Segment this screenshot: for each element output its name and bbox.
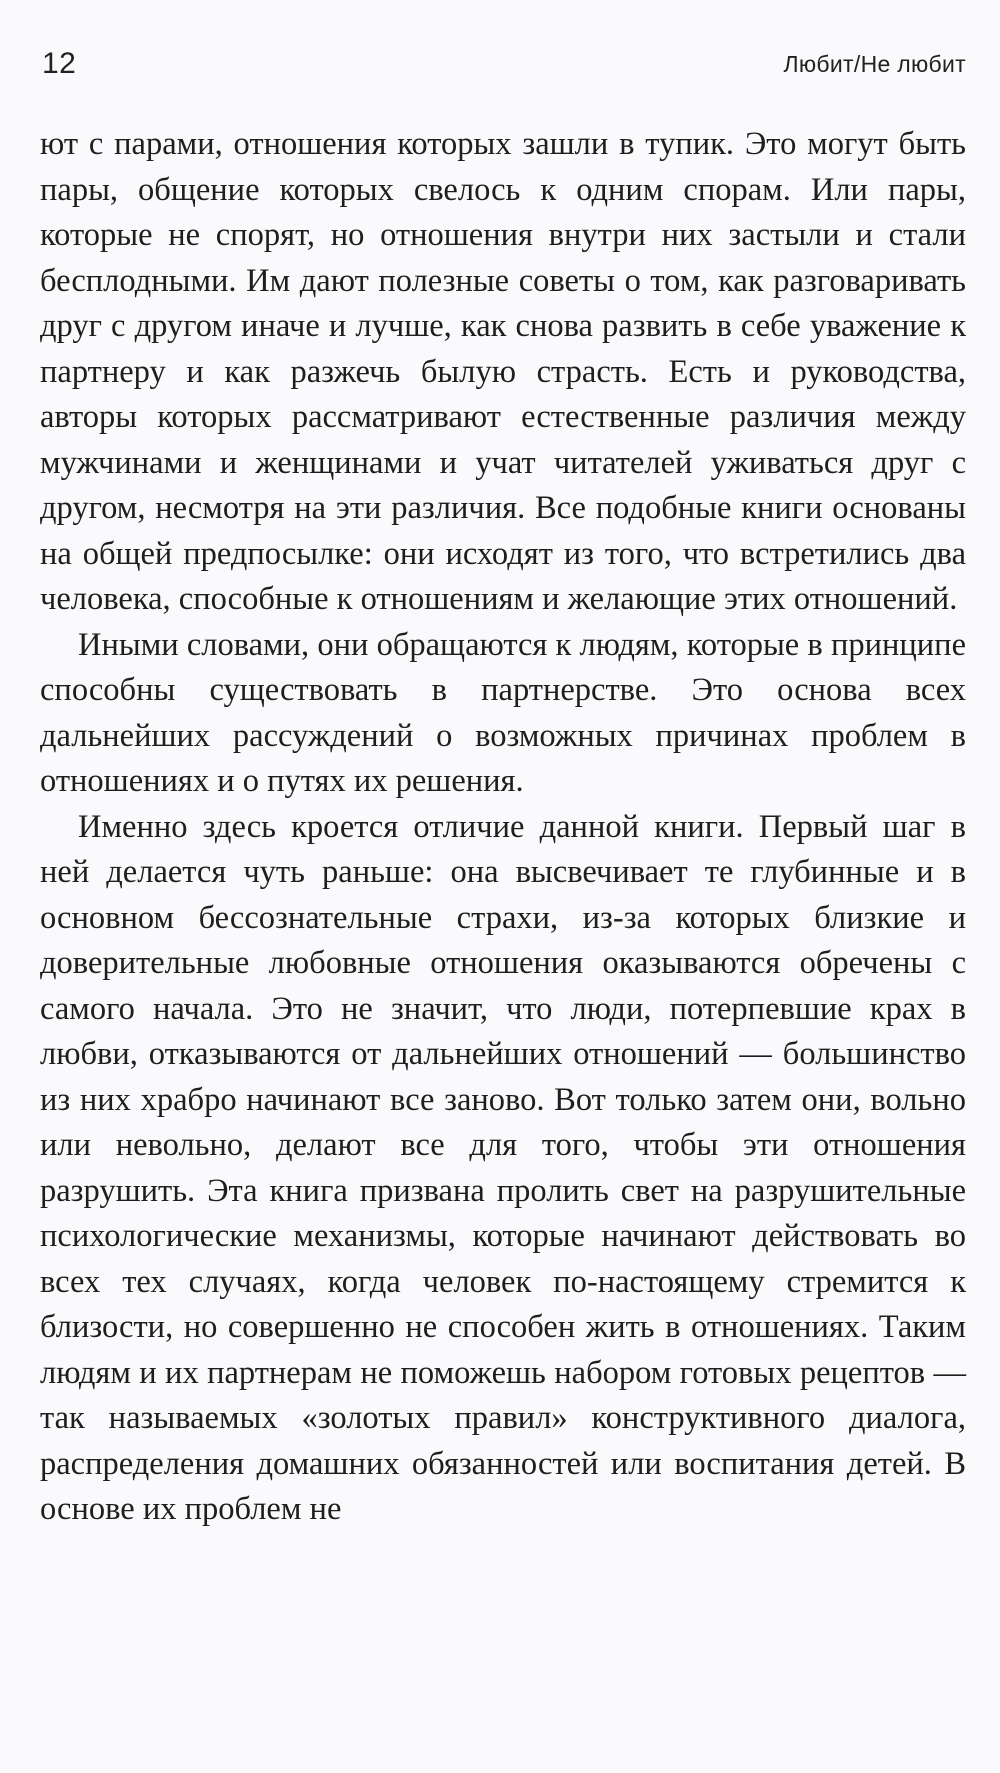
running-title: Любит/Не любит: [783, 50, 966, 77]
paragraph: Иными словами, они обращаются к людям, которые в принципе способны существовать в партнерстве. Это основа всех дальнейших рассуждений о возможных причинах проблем в отношениях и о путях их решения.: [40, 626, 966, 799]
page-header: [42, 44, 966, 84]
paragraph: ют с парами, отношения которых зашли в тупик. Это могут быть пары, общение которых свелось к одним спорам. Или пары, которые не спорят, но отношения внутри них застыли и стали бесплодными. Им дают полезные советы о том, как разговаривать друг с другом иначе и лучше, как снова развить в себе уважение к партнеру и как разжечь былую страсть. Есть и руководства, авторы которых рассматривают естественные различия между мужчинами и женщинами и учат читателей уживаться друг с другом, несмотря на эти различия. Все подобные книги основаны на общей предпосылке: они исходят из того, что встретились два человека, способные к отношениям и желающие этих отношений.: [40, 126, 966, 617]
paragraph: Именно здесь кроется отличие данной книги. Первый шаг в ней делается чуть раньше: она высвечивает те глубинные и в основном бессознательные страхи, из-за которых близкие и доверительные любовные отношения оказываются обречены с самого начала. Это не значит, что люди, потерпевшие крах в любви, отказываются от дальнейших отношений — большинство из них храбро начинают все заново. Вот только затем они, вольно или невольно, делают все для того, чтобы эти отношения разрушить. Эта книга призвана пролить свет на разрушительные психологические механизмы, которые начинают действовать во всех тех случаях, когда человек по-настоящему стремится к близости, но совершенно не способен жить в отношениях. Таким людям и их партнерам не поможешь набором готовых рецептов — так называемых «золотых правил» конструктивного диалога, распределения домашних обязанностей или воспитания детей. В основе их проблем не: [40, 808, 966, 1527]
body-text: [40, 122, 966, 1533]
page-number: 12: [42, 47, 77, 80]
